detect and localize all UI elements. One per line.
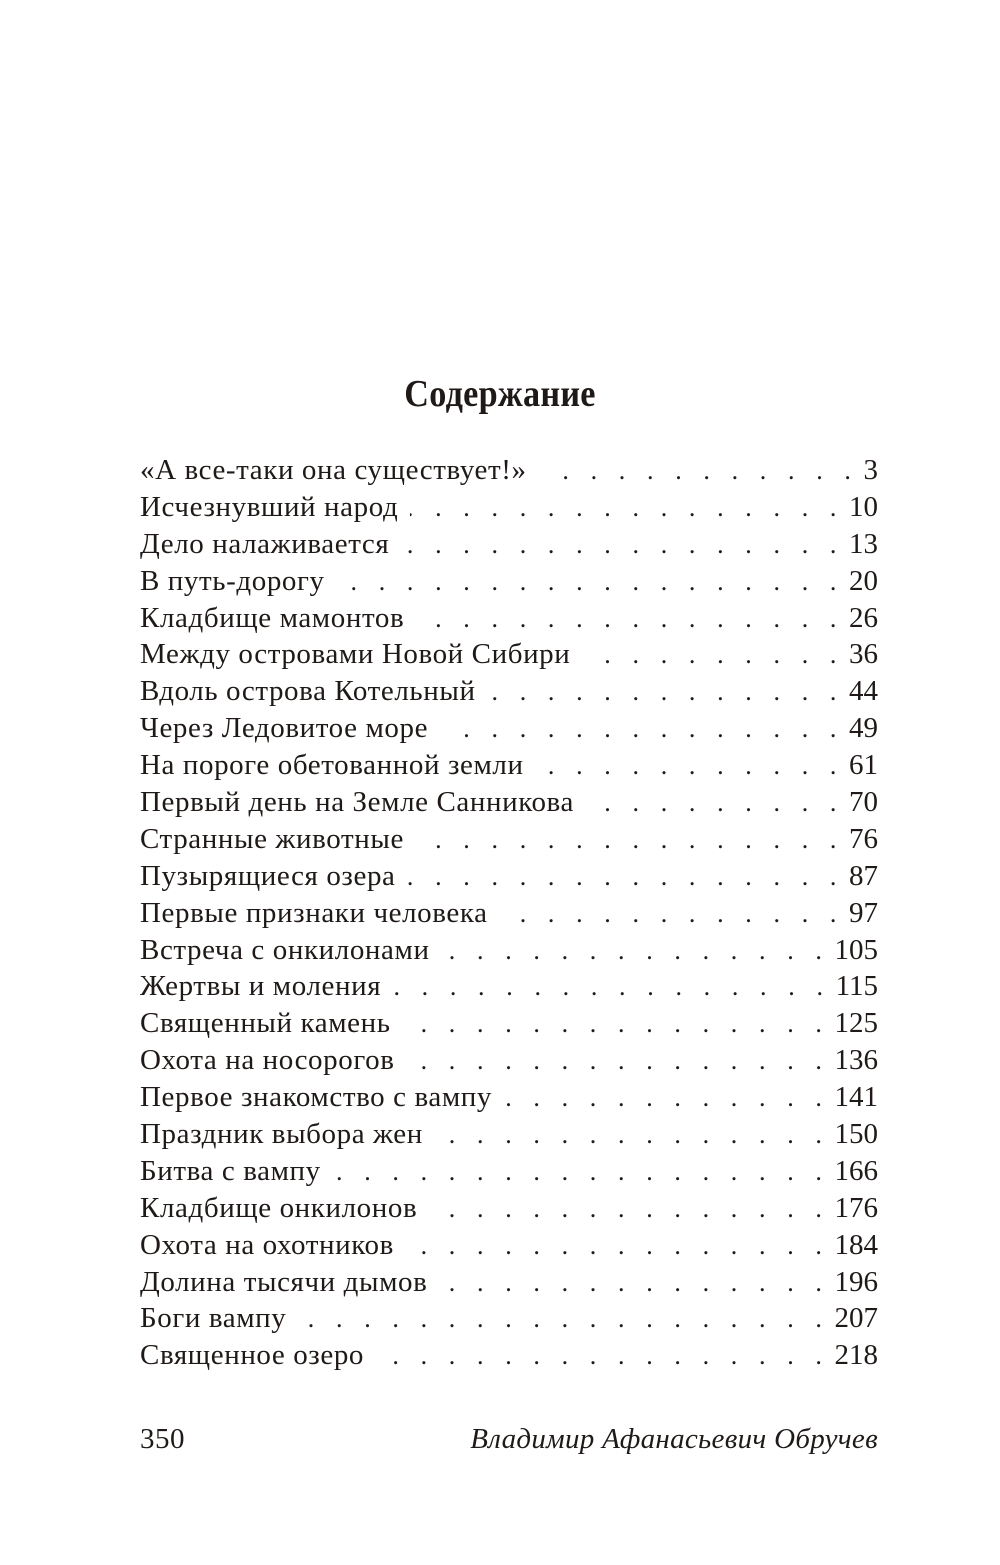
toc-entry-title: Дело налаживается: [140, 527, 390, 560]
toc-entry-page: 3: [863, 454, 878, 486]
toc-entry: [140, 1079, 878, 1116]
toc-entry-title: Боги вампу: [140, 1302, 287, 1335]
toc-entry-page: 76: [849, 822, 878, 855]
toc-entry: [140, 563, 878, 600]
dot-leader: [500, 896, 844, 932]
toc-entry: [140, 1264, 878, 1301]
toc-entry-page: 10: [849, 490, 878, 523]
page-title: Содержание: [404, 373, 596, 415]
toc-entry: [140, 1042, 878, 1079]
dot-leader: [401, 527, 844, 563]
toc-entry-title: Первый день на Земле Санникова: [140, 786, 574, 819]
toc-entry-title: Жертвы и моления: [140, 970, 382, 1003]
dot-leader: [429, 1191, 829, 1227]
dot-leader: [416, 601, 844, 637]
page-footer: [140, 1423, 878, 1456]
toc-entry-title: Пузырящиеся озера: [140, 859, 396, 892]
toc-entry: [140, 636, 878, 673]
toc-entry-page: 70: [849, 786, 878, 819]
toc-entry-page: 150: [834, 1118, 878, 1151]
toc-entry-title: Вдоль острова Котельный: [140, 675, 476, 708]
toc-entry-title: Священное озеро: [140, 1339, 365, 1372]
toc-entry-page: 97: [849, 896, 878, 929]
toc-entry: [140, 673, 878, 710]
toc-entry: [140, 747, 878, 784]
toc-entry-page: 87: [849, 859, 878, 892]
toc-entry-title: Между островами Новой Сибири: [140, 638, 571, 671]
toc-entry-title: Долина тысячи дымов: [140, 1265, 428, 1298]
toc-entry-page: 207: [834, 1302, 878, 1335]
footer-page-number: 350: [140, 1423, 185, 1455]
toc-entry: [140, 858, 878, 895]
dot-leader: [393, 969, 830, 1005]
toc-entry-page: 196: [834, 1265, 878, 1298]
toc-entry-title: Охота на носорогов: [140, 1044, 395, 1077]
dot-leader: [582, 637, 844, 673]
toc-entry-title: Через Ледовитое море: [140, 712, 429, 745]
toc-entry: [140, 600, 878, 637]
toc-entry-title: Священный камень: [140, 1007, 391, 1040]
toc-entry: [140, 1337, 878, 1374]
toc-entry-page: 141: [834, 1081, 878, 1114]
toc-entry-title: Исчезнувший народ: [140, 490, 399, 523]
toc-entry-page: 49: [849, 712, 878, 745]
toc-entry: [140, 784, 878, 821]
toc-entry: [140, 526, 878, 563]
dot-leader: [376, 1338, 829, 1374]
dot-leader: [488, 674, 844, 710]
toc-entry-title: Охота на охотников: [140, 1228, 394, 1261]
toc-entry-title: Праздник выбора жен: [140, 1118, 423, 1151]
toc-entry-title: В путь-дорогу: [140, 564, 325, 597]
toc-entry: [140, 968, 878, 1005]
dot-leader: [416, 822, 844, 858]
toc-entry: [140, 452, 878, 489]
table-of-contents: [140, 452, 878, 1374]
dot-leader: [407, 1043, 830, 1079]
toc-entry-page: 218: [834, 1339, 878, 1372]
dot-leader: [403, 1006, 830, 1042]
toc-entry: [140, 821, 878, 858]
dot-leader: [333, 1154, 830, 1190]
toc-entry-title: Странные животные: [140, 822, 404, 855]
toc-entry-page: 176: [834, 1191, 878, 1224]
dot-leader: [298, 1301, 829, 1337]
dot-leader: [439, 1265, 829, 1301]
dot-leader: [442, 933, 830, 969]
toc-entry-page: 166: [834, 1154, 878, 1187]
dot-leader: [408, 859, 844, 895]
toc-entry-page: 13: [849, 527, 878, 560]
toc-entry-title: На пороге обетованной земли: [140, 749, 524, 782]
toc-entry-page: 61: [849, 749, 878, 782]
toc-entry: [140, 895, 878, 932]
toc-entry-page: 115: [835, 970, 878, 1003]
toc-entry-page: 136: [834, 1044, 878, 1077]
toc-entry-page: 36: [849, 638, 878, 671]
dot-leader: [410, 490, 844, 526]
toc-entry: [140, 1300, 878, 1337]
dot-leader: [435, 1117, 830, 1153]
toc-entry-title: Кладбище мамонтов: [140, 601, 405, 634]
toc-entry-page: 184: [834, 1228, 878, 1261]
toc-entry-page: 125: [834, 1007, 878, 1040]
toc-entry-title: Встреча с онкилонами: [140, 933, 430, 966]
toc-entry: [140, 1005, 878, 1042]
toc-entry-title: Первое знакомство с вампу: [140, 1081, 493, 1114]
toc-entry-page: 44: [849, 675, 878, 708]
dot-leader: [586, 785, 844, 821]
toc-entry-title: Кладбище онкилонов: [140, 1191, 418, 1224]
dot-leader: [440, 711, 844, 747]
toc-entry: [140, 489, 878, 526]
toc-entry-title: «А все-таки она существует!»: [140, 454, 527, 486]
toc-entry: [140, 1116, 878, 1153]
dot-leader: [539, 453, 859, 489]
toc-entry-title: Первые признаки человека: [140, 896, 488, 929]
toc-entry: [140, 1153, 878, 1190]
toc-entry: [140, 1190, 878, 1227]
toc-entry-page: 26: [849, 601, 878, 634]
dot-leader: [406, 1228, 830, 1264]
toc-entry: [140, 710, 878, 747]
dot-leader: [536, 748, 844, 784]
toc-entry-page: 105: [834, 933, 878, 966]
toc-entry-page: 20: [849, 564, 878, 597]
dot-leader: [504, 1080, 829, 1116]
toc-entry: [140, 932, 878, 969]
dot-leader: [337, 564, 844, 600]
toc-entry: [140, 1227, 878, 1264]
toc-entry-title: Битва с вампу: [140, 1154, 321, 1187]
footer-author: Владимир Афанасьевич Обручев: [470, 1423, 878, 1455]
